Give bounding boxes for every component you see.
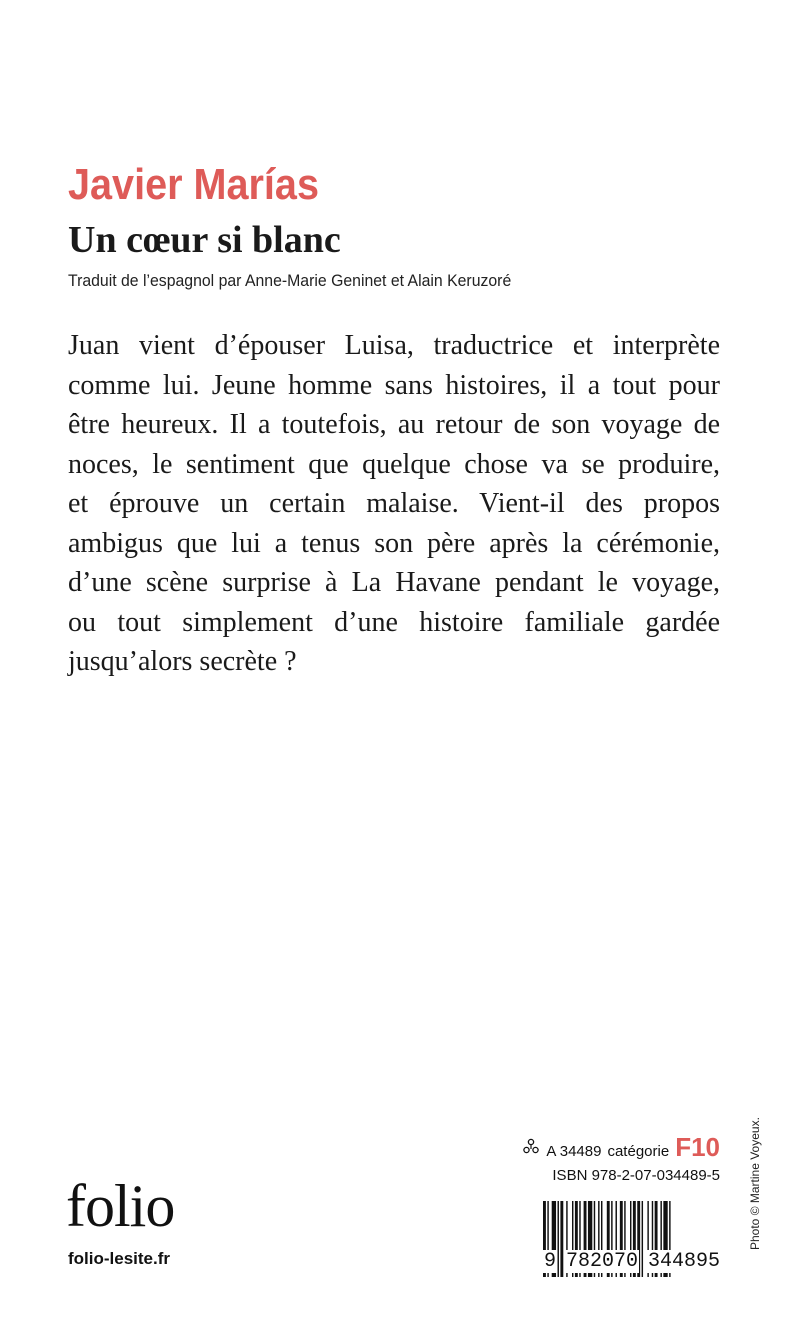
barcode-digits	[543, 1250, 721, 1273]
catalog-ref-row	[520, 1132, 720, 1163]
translator-credit: Traduit de l’espagnol par Anne-Marie Geninet et Alain Keruzoré	[68, 271, 512, 290]
barcode-digit-group: 782070	[565, 1250, 638, 1273]
category-label: catégorie	[607, 1143, 670, 1160]
blurb-line: d’une scène surprise à La Havane pendant le voyage,	[68, 567, 720, 598]
folio-logo: folio	[66, 1173, 175, 1239]
blurb-line: noces, le sentiment que quelque chose va se produire,	[68, 448, 720, 480]
category-code: F10	[675, 1132, 720, 1162]
blurb-line: ambigus que lui a tenus son père après la cérémonie,	[68, 527, 720, 559]
author-name: Javier Marías	[68, 160, 319, 209]
back-cover-blurb	[68, 326, 720, 682]
blurb-line: ou tout simplement d’une histoire familiale gardée	[68, 606, 720, 638]
publisher-website: folio-lesite.fr	[68, 1249, 171, 1268]
blurb-line: et éprouve un certain malaise. Vient-il des propos	[68, 488, 720, 519]
barcode-digit-group: 9	[544, 1250, 557, 1273]
photo-credit: Photo © Martine Voyeux.	[748, 1117, 762, 1250]
book-title: Un cœur si blanc	[68, 219, 341, 261]
catalog-reference: A 34489	[546, 1143, 602, 1160]
publisher-emblem-icon	[522, 1138, 540, 1161]
barcode-digit-group: 344895	[647, 1250, 720, 1273]
isbn: ISBN 978-2-07-034489-5	[552, 1167, 720, 1184]
catalog-codes	[520, 1132, 720, 1184]
blurb-line: comme lui. Jeune homme sans histoires, il a tout pour	[68, 369, 720, 401]
blurb-line: Juan vient d’épouser Luisa, traductrice et interprète	[68, 330, 720, 361]
blurb-line: jusqu’alors secrète ?	[68, 646, 297, 677]
blurb-line: être heureux. Il a toutefois, au retour de son voyage de	[68, 409, 720, 440]
